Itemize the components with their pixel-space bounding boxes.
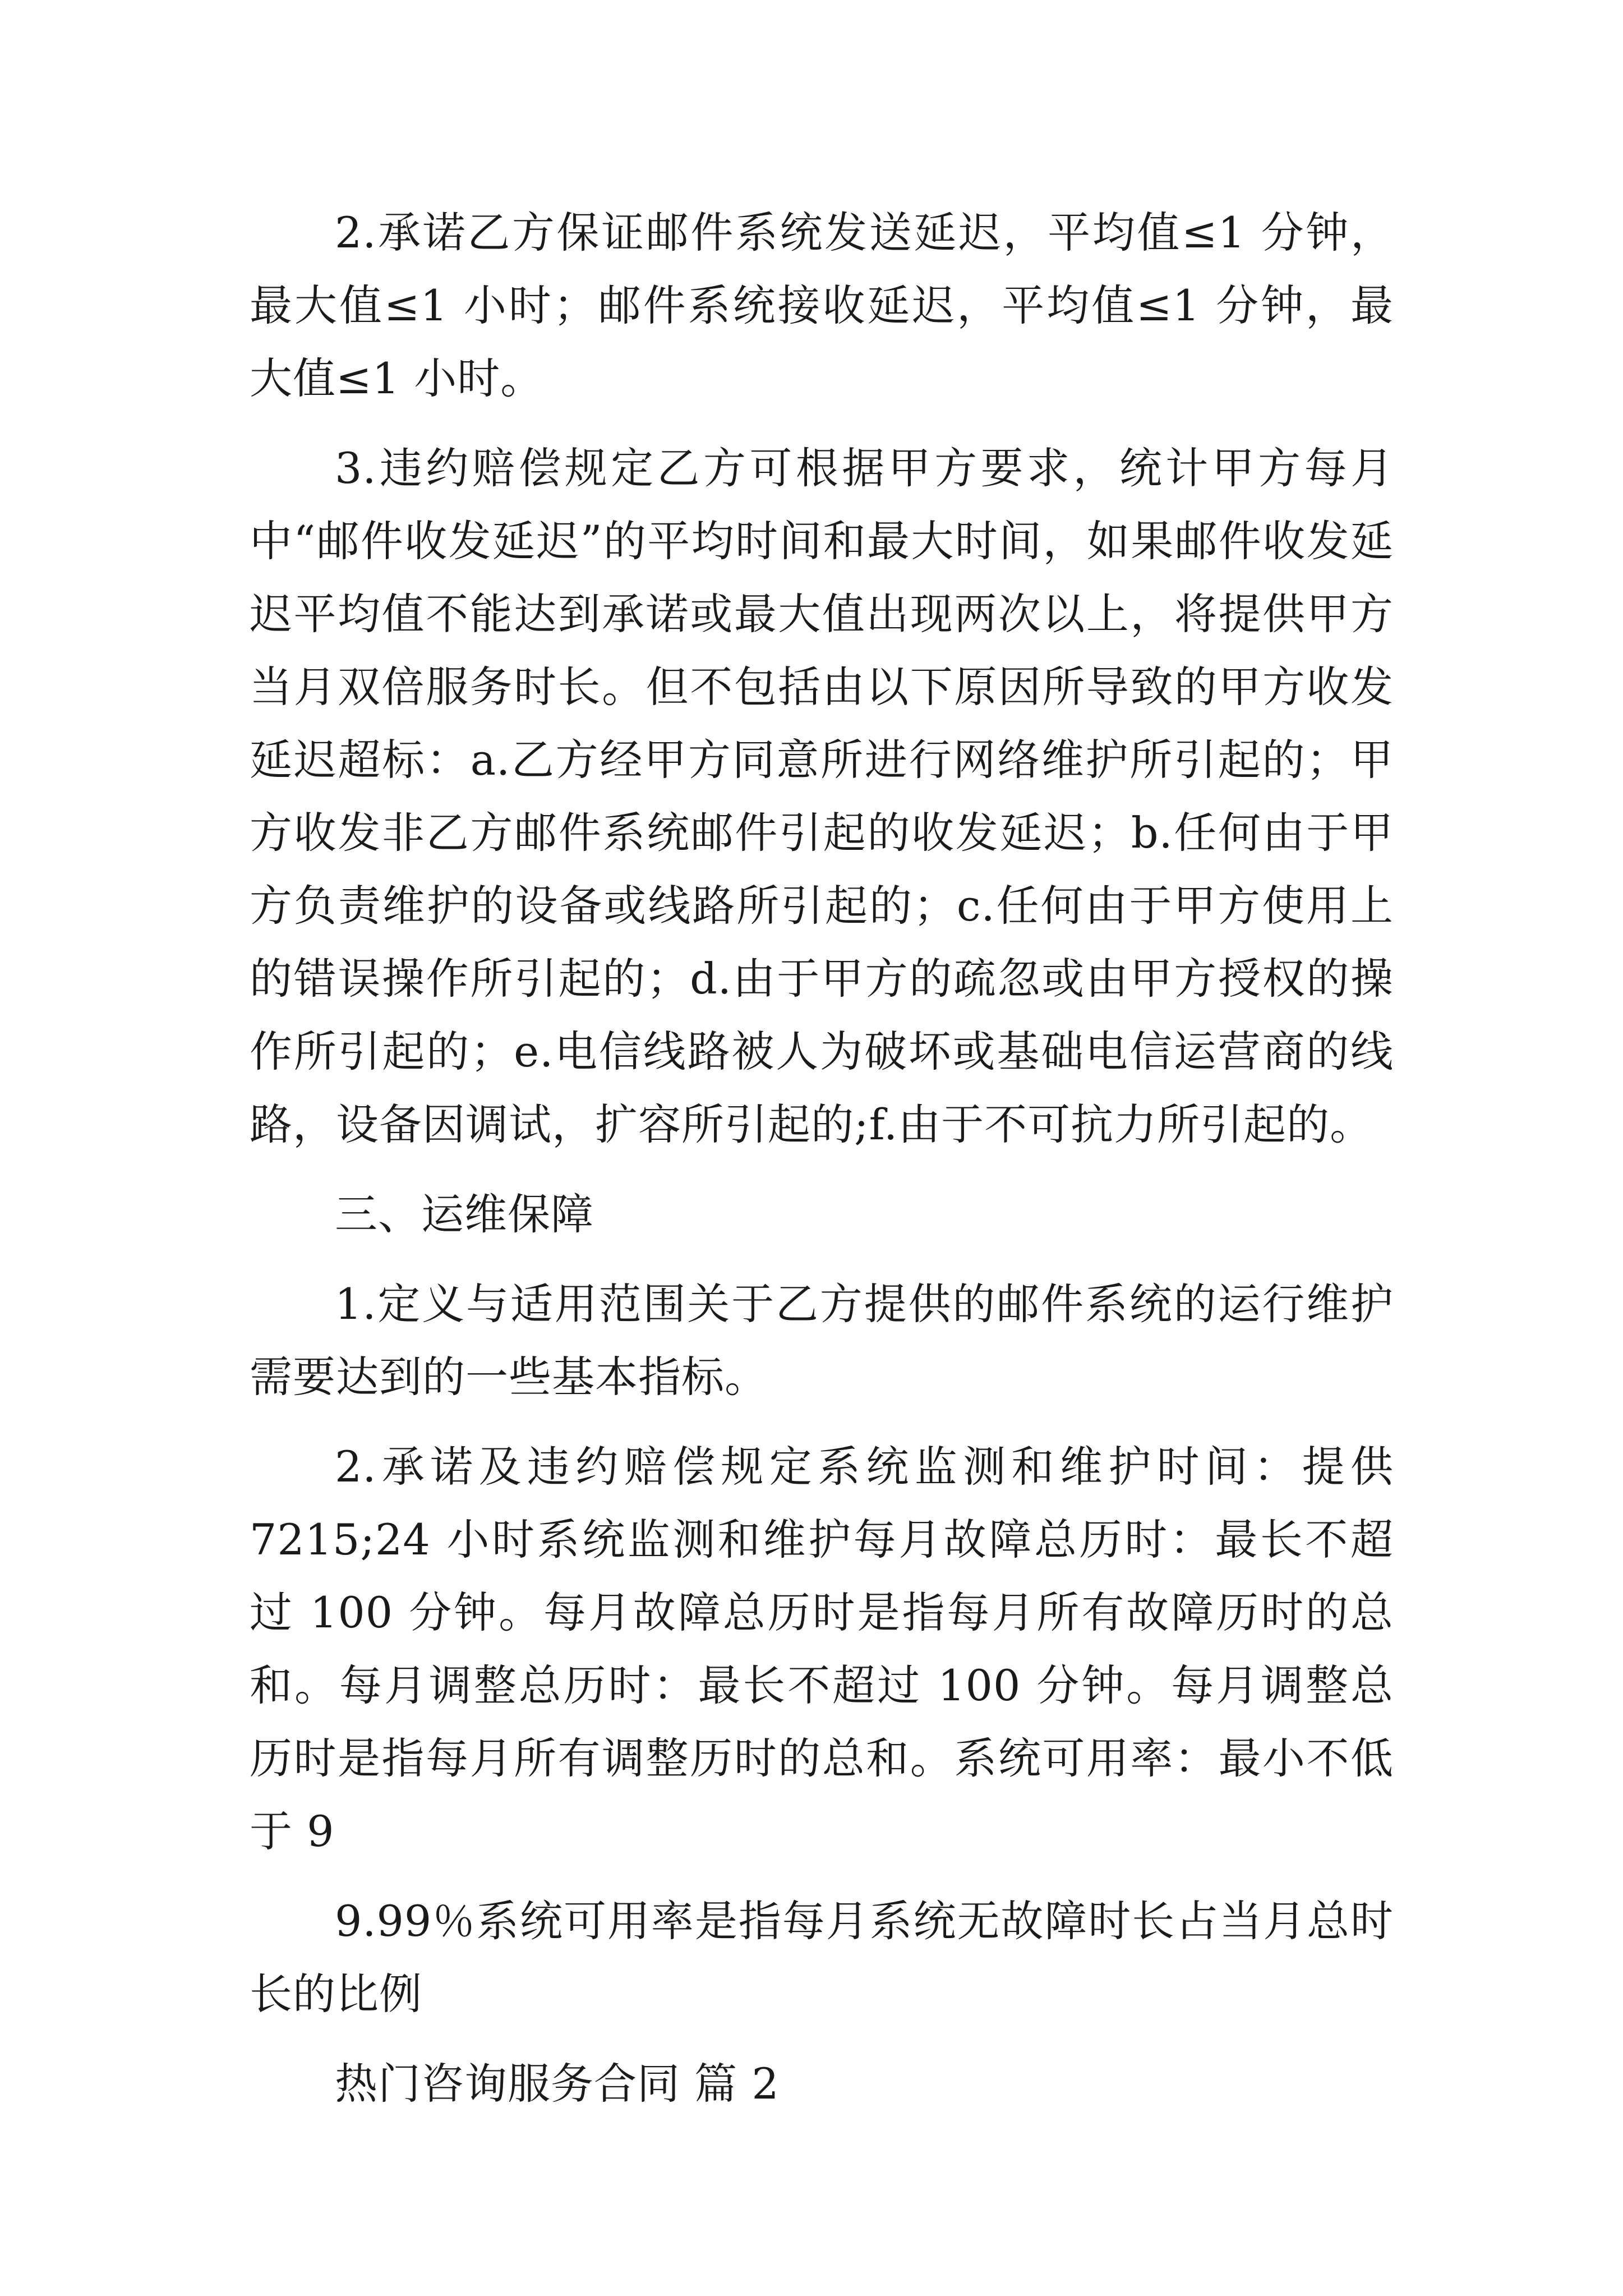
- section-heading-contract-part-2: 热门咨询服务合同 篇 2: [335, 2059, 780, 2109]
- section-heading-ops-support: 三、运维保障: [335, 1189, 594, 1239]
- paragraph-monitoring-commitment: 2.承诺及违约赔偿规定系统监测和维护时间：提供7215;24 小时系统监测和维护每月故障总历时：最长不超过 100 分钟。每月故障总历时是指每月所有故障历时的总和。每月调整总历时：最长不超过 100 分钟。每月调整总历时是指每月所有调整历时的总和。系统可用率：最小不低于 9: [250, 1442, 1394, 1856]
- paragraph-definition-scope: 1.定义与适用范围关于乙方提供的邮件系统的运行维护需要达到的一些基本指标。: [250, 1279, 1394, 1402]
- document-body: [250, 196, 1394, 2120]
- paragraph-availability-rate: 9.99％系统可用率是指每月系统无故障时长占当月总时长的比例: [250, 1896, 1394, 2019]
- paragraph-mail-delay-commitment: 2.承诺乙方保证邮件系统发送延迟，平均值≤1 分钟，最大值≤1 小时；邮件系统接收延迟，平均值≤1 分钟，最大值≤1 小时。: [250, 208, 1394, 403]
- paragraph-breach-compensation: 3.违约赔偿规定乙方可根据甲方要求，统计甲方每月中“邮件收发延迟”的平均时间和最大时间，如果邮件收发延迟平均值不能达到承诺或最大值出现两次以上，将提供甲方当月双倍服务时长。但不包括由以下原因所导致的甲方收发延迟超标：a.乙方经甲方同意所进行网络维护所引起的；甲方收发非乙方邮件系统邮件引起的收发延迟；b.任何由于甲方负责维护的设备或线路所引起的；c.任何由于甲方使用上的错误操作所引起的；d.由于甲方的疏忽或由甲方授权的操作所引起的；e.电信线路被人为破坏或基础电信运营商的线路，设备因调试，扩容所引起的;f.由于不可抗力所引起的。: [250, 443, 1394, 1149]
